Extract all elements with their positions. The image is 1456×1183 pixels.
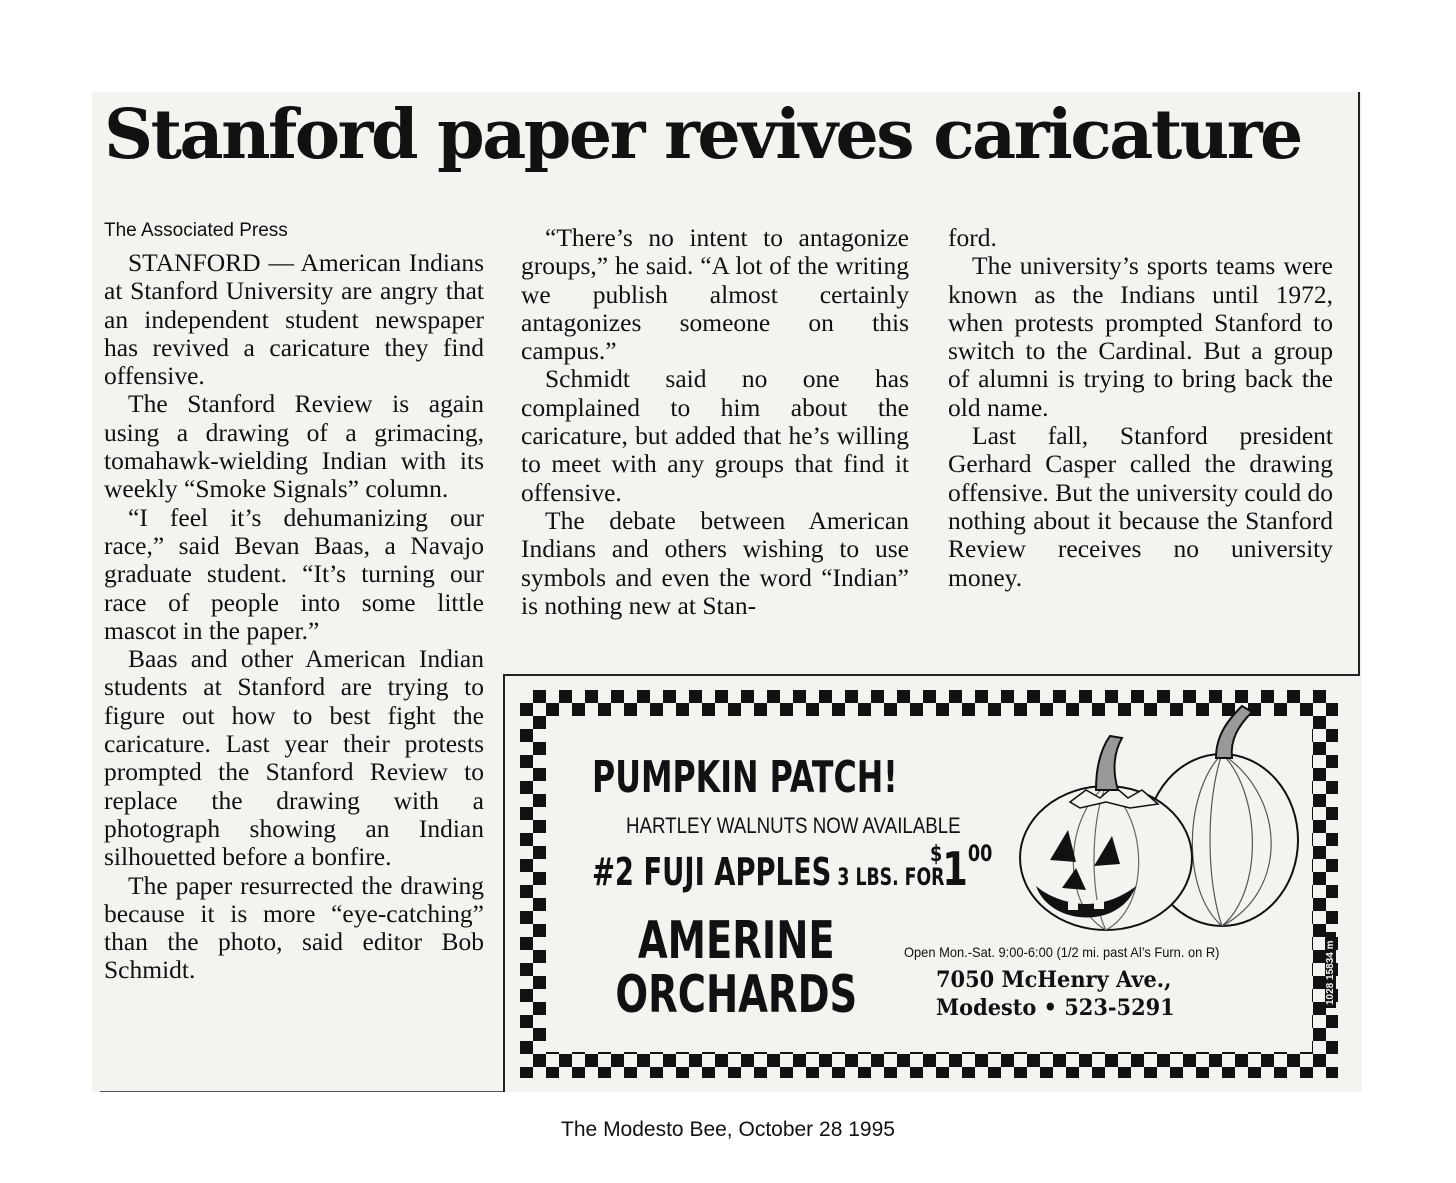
farm-line-1: AMERINE [637,911,835,971]
farm-line-2: ORCHARDS [615,965,858,1025]
paragraph: The debate between American Indians and others wishing to use symbols and even the word “Indian” is nothing new at Stan- [521,505,909,620]
paragraph: The Stanford Review is again using a drawing of a grimacing, tomahawk-wielding Indian with its weekly “Smoke Signals” column. [104,389,484,504]
pumpkin-illustration [1010,690,1310,940]
ad-title: PUMPKIN PATCH! [592,752,898,803]
address-line-2: Modesto • 523-5291 [936,995,1175,1021]
ad-hours: Open Mon.-Sat. 9:00-6:00 (1/2 mi. past Al’s Furn. on R) [904,944,1220,960]
ad-farm-name [592,911,881,1025]
ad-code: 1028 15834 m [1325,932,1336,1008]
paragraph: The university’s sports teams were known as the Indians until 1972, when protests prompted Stanford to switch to the Cardinal. But a group of alumni is trying to bring back the old name. [948,251,1333,422]
ad-apples-offer [592,850,944,894]
ad-price [930,842,992,896]
price-symbol: $ [930,842,943,867]
article-column-2 [521,224,909,620]
source-caption: The Modesto Bee, October 28 1995 [561,1118,895,1141]
column-rule-bottom [100,1091,504,1092]
paragraph: Schmidt said no one has complained to him about the caricature, but added that he’s willing to meet with any groups that find it offensive. [521,364,909,507]
paragraph: The paper resurrected the drawing because it is more “eye-catching” than the photo, said editor Bob Schmidt. [104,870,484,985]
article-column-1 [104,249,484,985]
paragraph: ford. [948,223,997,252]
ad-subtitle: HARTLEY WALNUTS NOW AVAILABLE [626,813,961,838]
paragraph: “There’s no intent to antagonize groups,” he said. “A lot of the writing we publish almost certainly antagonizes someone on this campus.” [521,223,909,366]
price-dollars: 1 [942,842,968,896]
jack-o-lantern-icon [1020,736,1192,930]
address-line-1: 7050 McHenry Ave., [936,967,1172,993]
paragraph: “I feel it’s dehumanizing our race,” said Bevan Baas, a Navajo graduate student. “It’s turning our race of people into some little mascot in the paper.” [104,502,484,645]
apples-label: #2 FUJI APPLES [592,850,832,894]
price-cents: 00 [967,842,993,867]
article-column-3 [948,224,1333,592]
apples-quantity: 3 LBS. FOR [831,863,945,891]
headline: Stanford paper revives caricature [104,95,1301,175]
byline: The Associated Press [104,220,288,241]
paragraph: Baas and other American Indian students at Stanford are trying to figure out how to best fight the caricature. Last year their protests prompted the Stanford Review to replace the drawing with a photograph showing an Indian silhouetted before a bonfire. [104,644,484,872]
paragraph: Last fall, Stanford president Gerhard Casper called the drawing offensive. But the university could do nothing about it because the Stanford Review receives no university money. [948,421,1333,592]
paragraph: STANFORD — American Indians at Stanford University are angry that an independent student newspaper has revived a caricature they find offensive. [104,248,484,391]
ad-address [936,966,1175,1022]
